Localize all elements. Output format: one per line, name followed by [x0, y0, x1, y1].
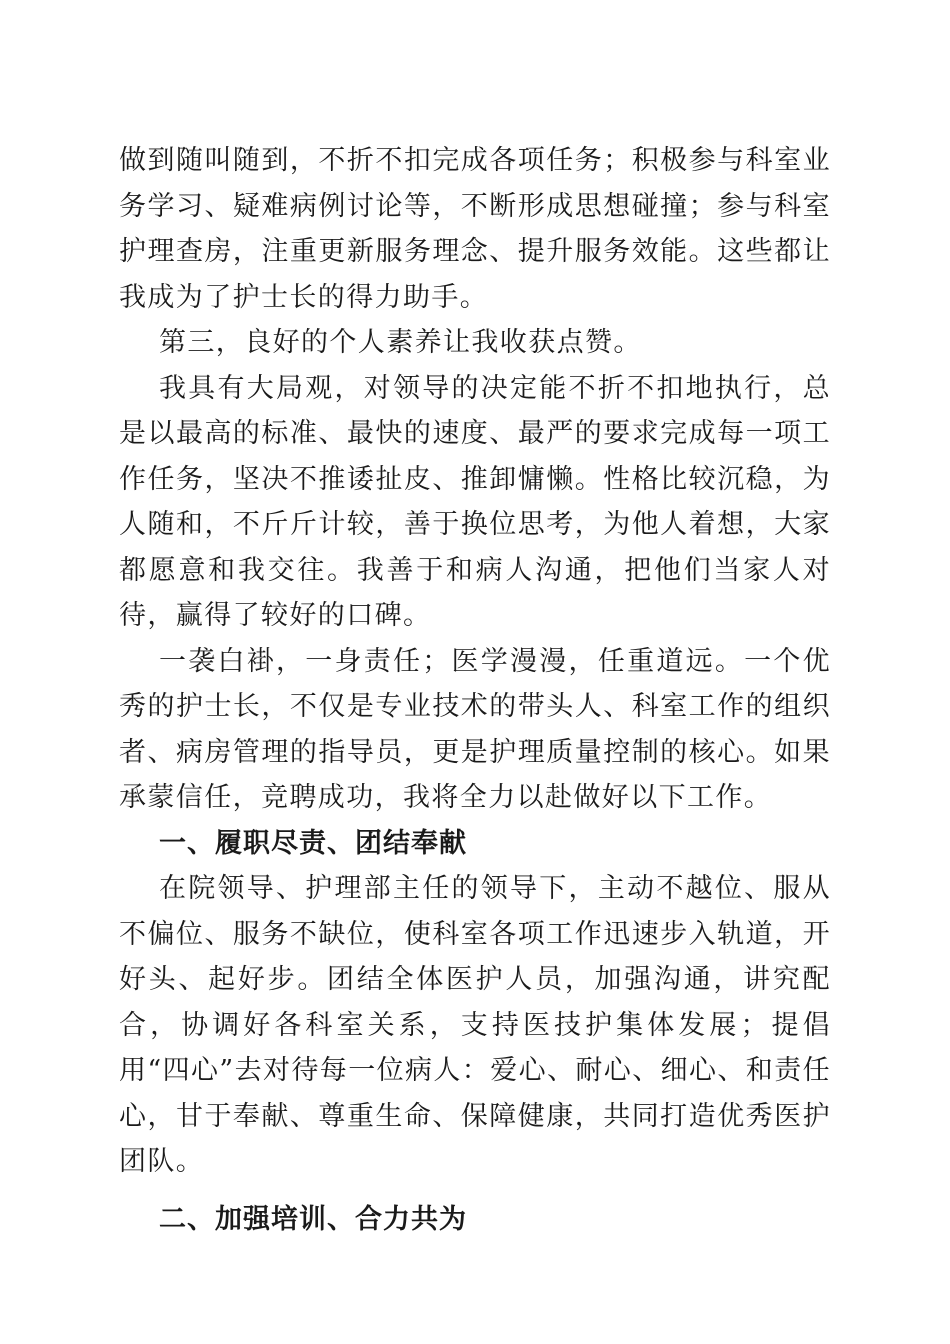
- paragraph-personal-qualities: 我具有大局观，对领导的决定能不折不扣地执行，总是以最高的标准、最快的速度、最严的要求完成每一项工作任务，坚决不推诿扯皮、推卸慵懒。性格比较沉稳，为人随和，不斤斤计较，善于换位思考，为他人着想，大家都愿意和我交往。我善于和病人沟通，把他们当家人对待，赢得了较好的口碑。: [119, 372, 831, 631]
- section-point-three: 第三，良好的个人素养让我收获点赞。: [159, 327, 642, 358]
- document-body: [119, 138, 831, 1242]
- heading-section-two: 二、加强培训、合力共为: [159, 1203, 467, 1235]
- paragraph-section-one-body: 在院领导、护理部主任的领导下，主动不越位、服从不偏位、服务不缺位，使科室各项工作迅速步入轨道，开好头、起好步。团结全体医护人员，加强沟通，讲究配合，协调好各科室关系，支持医技护集体发展；提倡用“四心”去对待每一位病人：爱心、耐心、细心、和责任心，甘于奉献、尊重生命、保障健康，共同打造优秀医护团队。: [119, 873, 832, 1177]
- heading-section-one: 一、履职尽责、团结奉献: [159, 827, 467, 859]
- paragraph-commitment: 一袭白褂，一身责任；医学漫漫，任重道远。一个优秀的护士长，不仅是专业技术的带头人、科室工作的组织者、病房管理的指导员，更是护理质量控制的核心。如果承蒙信任，竞聘成功，我将全力以赴做好以下工作。: [119, 645, 831, 813]
- paragraph-continuation: 做到随叫随到，不折不扣完成各项任务；积极参与科室业务学习、疑难病例讨论等，不断形成思想碰撞；参与科室护理查房，注重更新服务理念、提升服务效能。这些都让我成为了护士长的得力助手。: [119, 145, 831, 313]
